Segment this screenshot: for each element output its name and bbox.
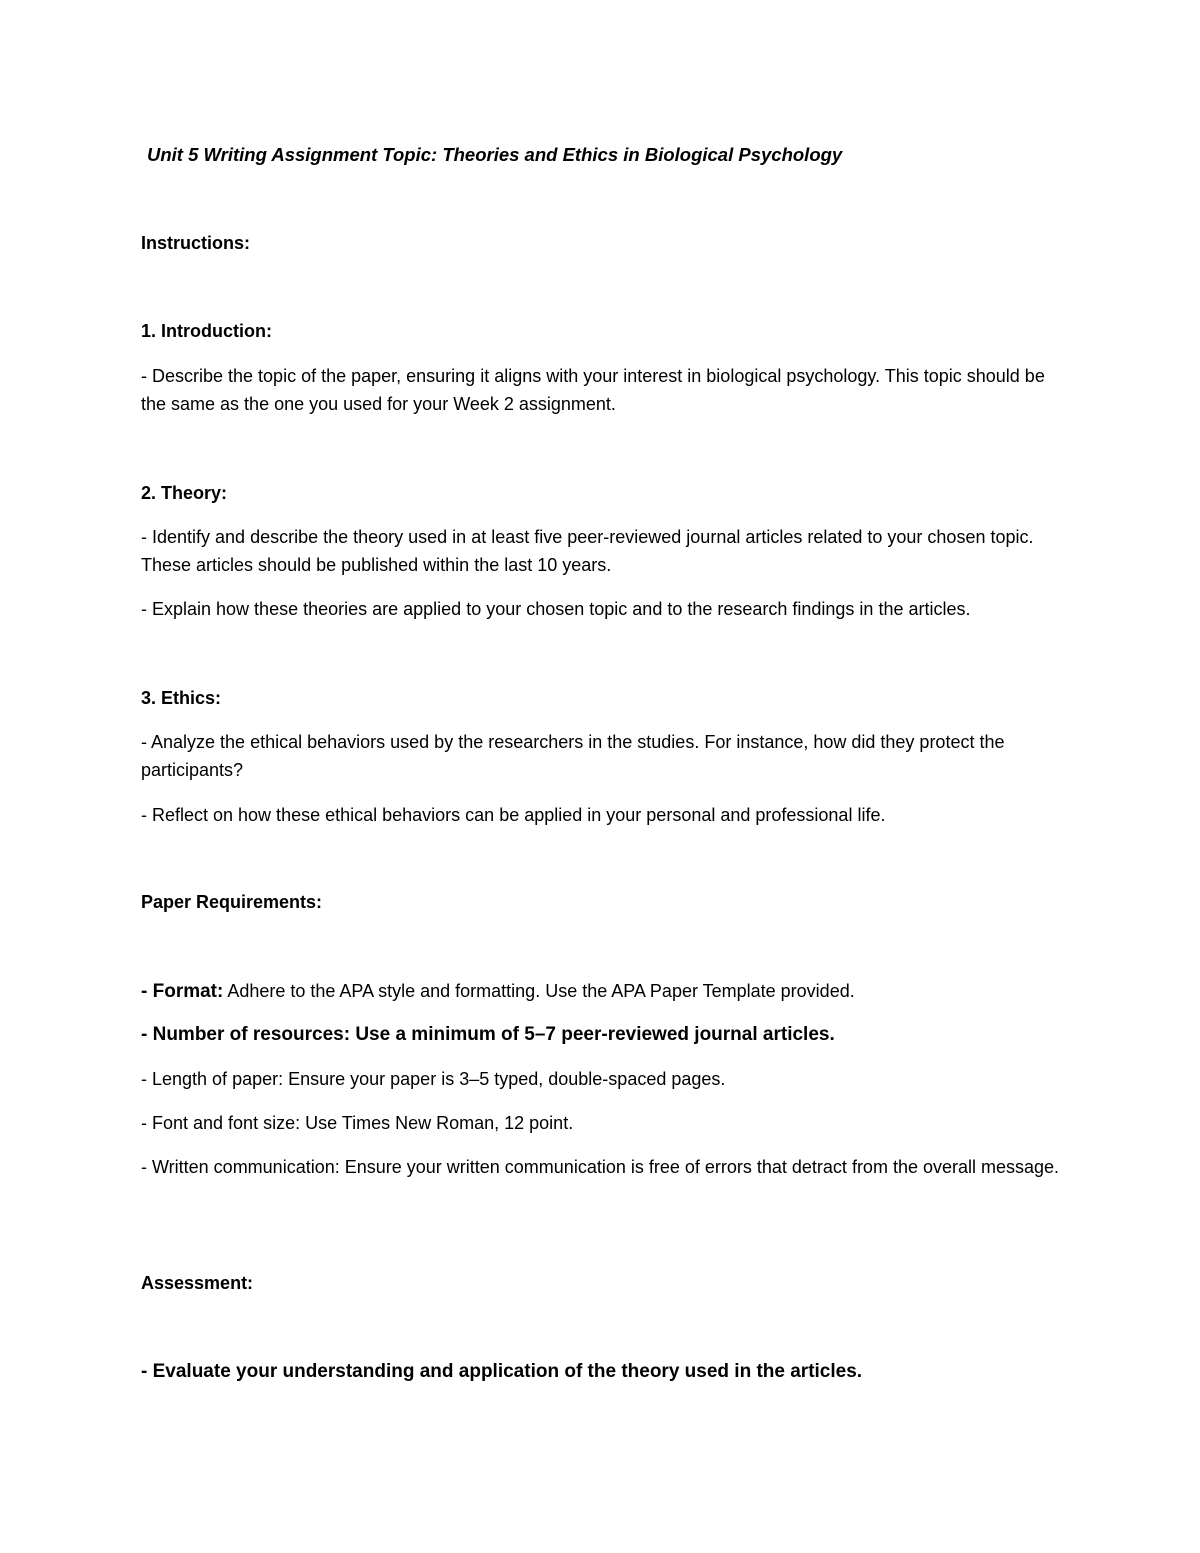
- assessment-heading: Assessment:: [141, 1273, 254, 1293]
- requirement-font: - Font and font size: Use Times New Roman, 12 point.: [141, 1113, 574, 1133]
- assessment-item: - Evaluate your understanding and application of the theory used in the articles.: [141, 1361, 863, 1382]
- theory-paragraph-1: - Identify and describe the theory used in at least five peer-reviewed journal articles related to your chosen topic. These articles should be published within the last 10 years.: [141, 527, 1034, 575]
- requirement-format: [141, 977, 1061, 1006]
- ethics-paragraph-2: - Reflect on how these ethical behaviors can be applied in your personal and professional life.: [141, 805, 886, 825]
- ethics-paragraph-1: - Analyze the ethical behaviors used by the researchers in the studies. For instance, how did they protect the participants?: [141, 732, 1005, 780]
- requirement-communication: - Written communication: Ensure your written communication is free of errors that detract from the overall message.: [141, 1157, 1060, 1177]
- ethics-heading: 3. Ethics:: [141, 688, 222, 708]
- requirement-resources: - Number of resources: Use a minimum of 5–7 peer-reviewed journal articles.: [141, 1024, 835, 1045]
- instructions-heading: Instructions:: [141, 233, 251, 253]
- theory-heading: 2. Theory:: [141, 483, 228, 503]
- introduction-heading: 1. Introduction:: [141, 321, 272, 341]
- format-label: - Format:: [141, 981, 224, 1002]
- theory-paragraph-2: - Explain how these theories are applied to your chosen topic and to the research findings in the articles.: [141, 599, 971, 619]
- format-text: Adhere to the APA style and formatting. Use the APA Paper Template provided.: [223, 981, 855, 1001]
- document-title: Unit 5 Writing Assignment Topic: Theories and Ethics in Biological Psychology: [147, 144, 843, 165]
- introduction-paragraph: - Describe the topic of the paper, ensuring it aligns with your interest in biological psychology. This topic should be the same as the one you used for your Week 2 assignment.: [141, 366, 1045, 414]
- requirement-length: - Length of paper: Ensure your paper is 3–5 typed, double-spaced pages.: [141, 1069, 726, 1089]
- paper-requirements-heading: Paper Requirements:: [141, 892, 323, 912]
